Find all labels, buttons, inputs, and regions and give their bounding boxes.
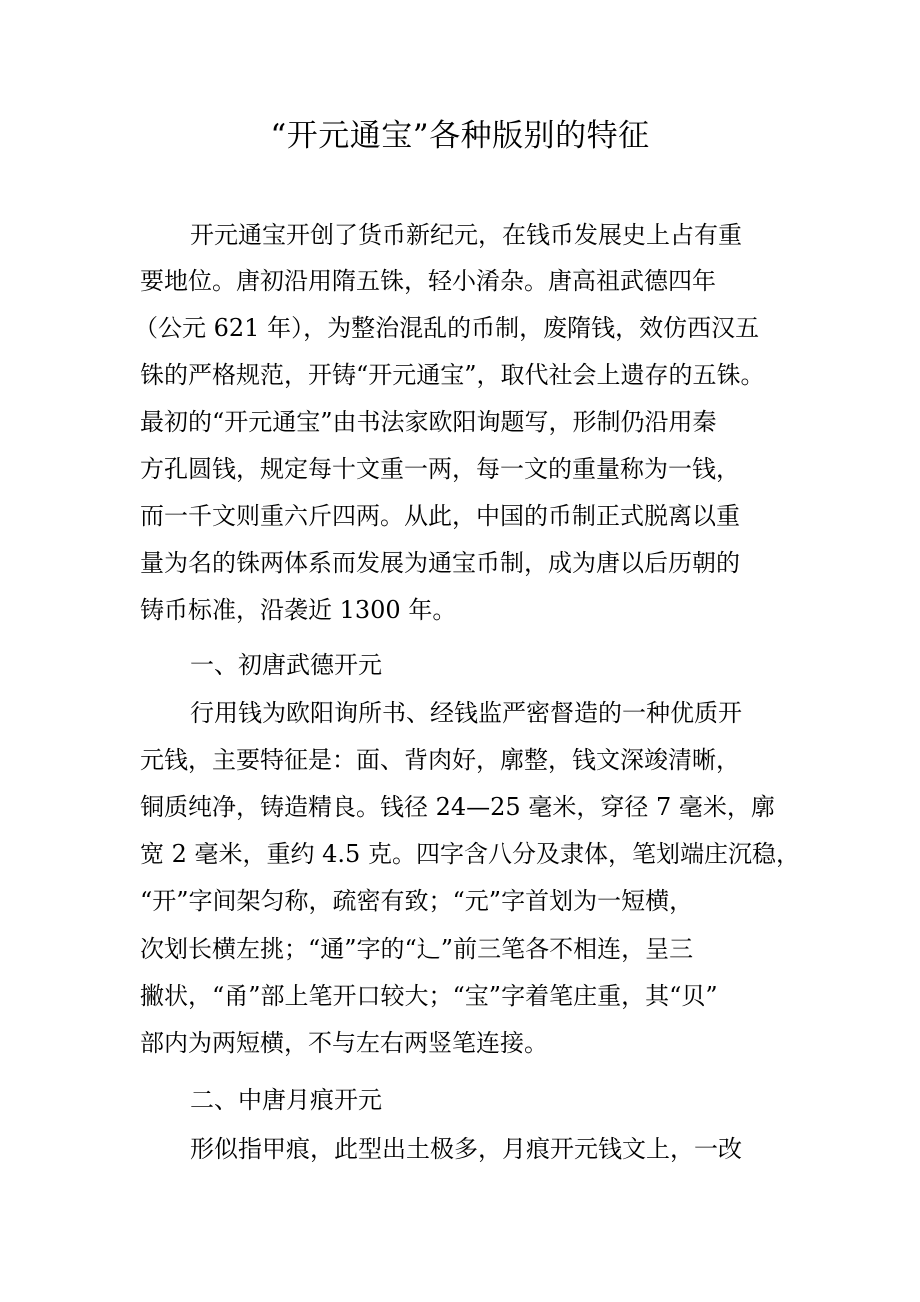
intro-line-8: 量为名的铢两体系而发展为通宝币制，成为唐以后历朝的 <box>140 549 740 577</box>
section1-line-2: 元钱，主要特征是：面、背肉好，廓整，钱文深竣清晰， <box>140 746 740 774</box>
section1-line-3: 铜质纯净，铸造精良。钱径 24—25 毫米，穿径 7 毫米，廓 <box>140 793 775 821</box>
intro-line-9: 铸币标准，沿袭近 1300 年。 <box>140 596 457 624</box>
section1-line-5: “开”字间架匀称，疏密有致；“元”字首划为一短横， <box>140 887 694 915</box>
section2-heading: 二、中唐月痕开元 <box>190 1086 382 1114</box>
section1-line-7: 撇状，“甬”部上笔开口较大；“宝”字着笔庄重，其“贝” <box>140 982 718 1010</box>
section2-line-1: 形似指甲痕，此型出土极多，月痕开元钱文上，一改 <box>190 1135 742 1163</box>
intro-line-6: 方孔圆钱，规定每十文重一两，每一文的重量称为一钱， <box>140 455 740 483</box>
intro-line-7: 而一千文则重六斤四两。从此，中国的币制正式脱离以重 <box>140 502 740 530</box>
section1-line-6: 次划长横左挑；“通”字的“辶”前三笔各不相连，呈三 <box>140 935 694 963</box>
section1-line-4: 宽 2 毫米，重约 4.5 克。四字含八分及隶体，笔划端庄沉稳， <box>140 840 800 868</box>
section1-line-1: 行用钱为欧阳询所书、经钱监严密督造的一种优质开 <box>190 699 742 727</box>
intro-line-4: 铢的严格规范，开铸“开元通宝”，取代社会上遗存的五铢。 <box>140 361 765 389</box>
intro-line-3: （公元 621 年），为整治混乱的币制，废隋钱，效仿西汉五 <box>134 314 760 342</box>
intro-line-2: 要地位。唐初沿用隋五铢，轻小淆杂。唐高祖武德四年 <box>140 267 716 295</box>
intro-line-5: 最初的“开元通宝”由书法家欧阳询题写，形制仍沿用秦 <box>140 408 717 436</box>
section1-line-8: 部内为两短横，不与左右两竖笔连接。 <box>140 1029 548 1057</box>
intro-line-1: 开元通宝开创了货币新纪元，在钱币发展史上占有重 <box>190 221 742 249</box>
document-title: “开元通宝”各种版别的特征 <box>270 118 650 154</box>
section1-heading: 一、初唐武德开元 <box>190 651 382 679</box>
